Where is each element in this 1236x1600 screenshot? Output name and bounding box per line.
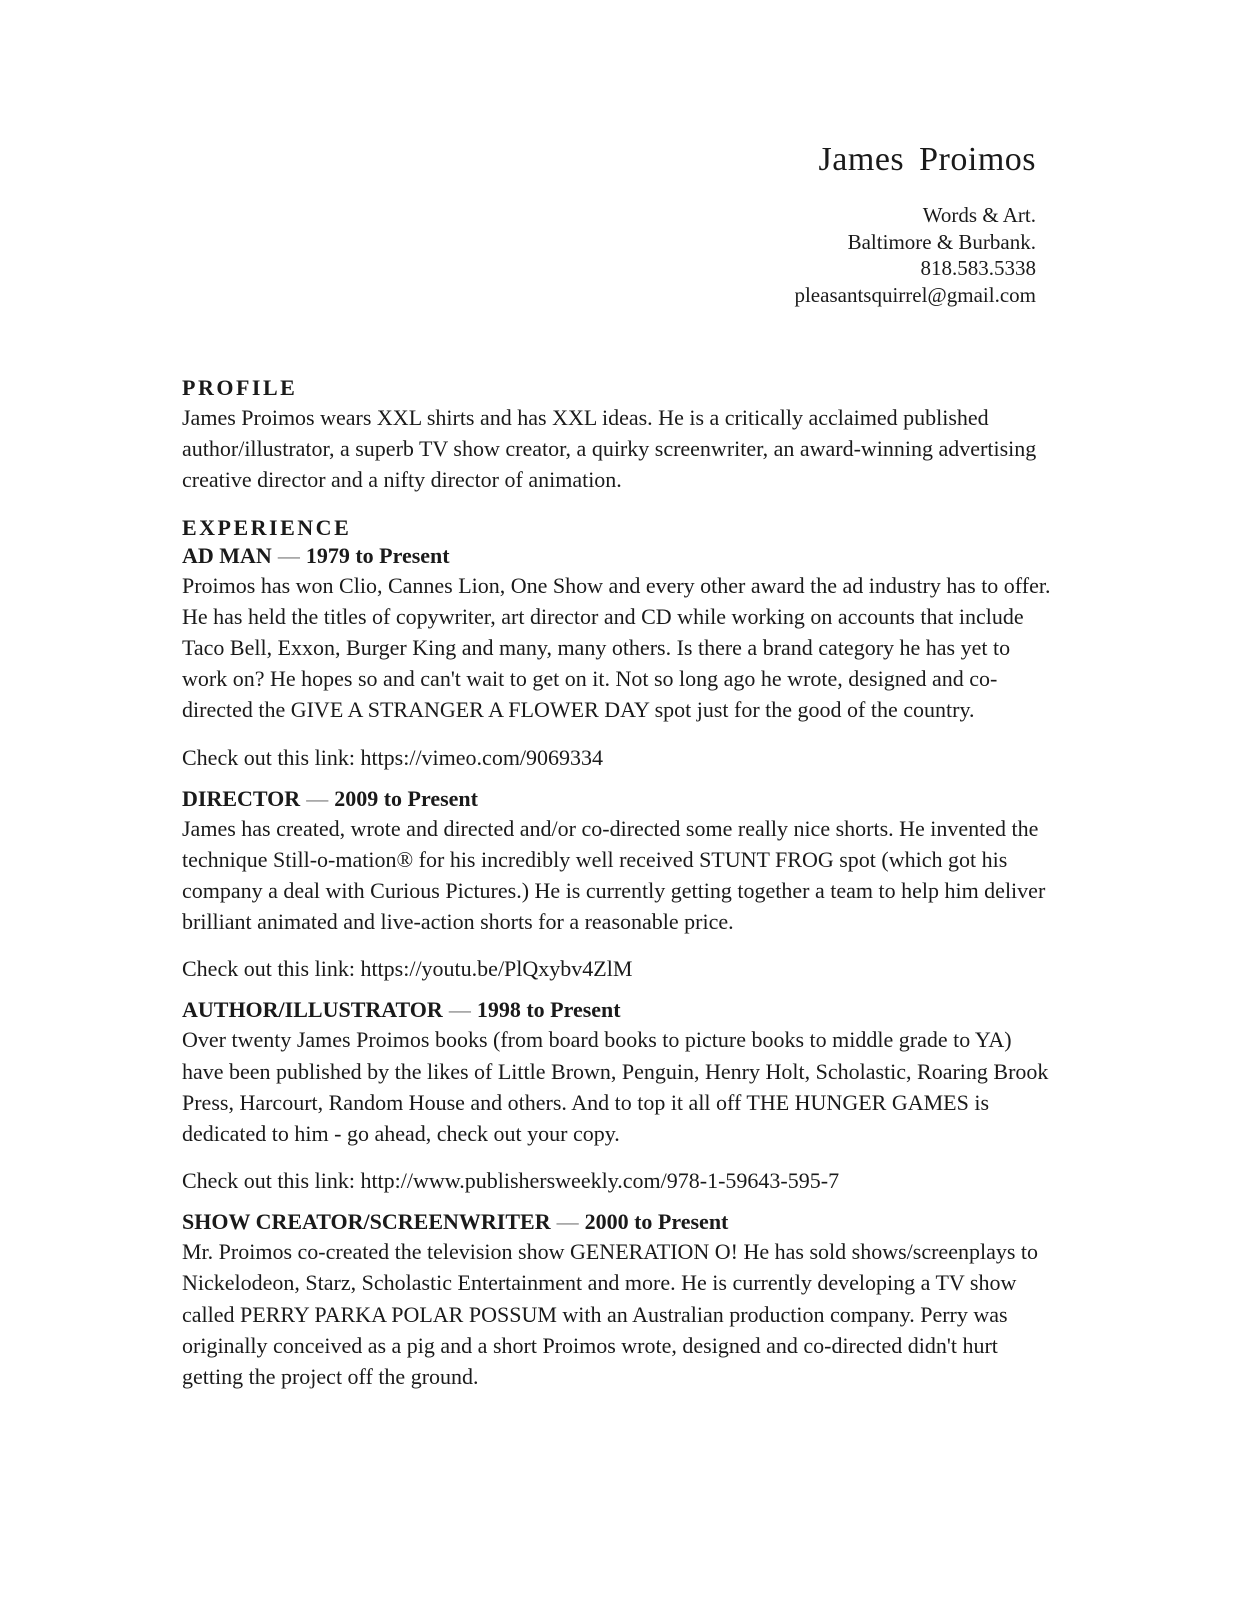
job-link[interactable]: Check out this link: https://vimeo.com/9069334 [182,744,604,770]
resume-body [182,374,1052,1392]
resume-header [794,138,1036,308]
job-role: DIRECTOR [182,785,301,811]
job-title [182,1208,1052,1236]
job-role: AD MAN [182,542,272,568]
profile-section [182,374,1052,496]
section-title-experience: EXPERIENCE [182,514,352,540]
job-entry-ad-man [182,542,1052,773]
job-role: SHOW CREATOR/SCREENWRITER [182,1209,551,1235]
job-dash: — [556,1209,579,1235]
job-period: 1998 to Present [476,997,621,1023]
phone-number: 818.583.5338 [920,256,1036,280]
job-period: 2009 to Present [334,785,478,811]
job-link[interactable]: Check out this link: https://youtu.be/PlQxybv4ZlM [182,956,633,982]
job-description: James has created, wrote and directed and/or co-directed some really nice shorts. He invented the technique Still-o-mation® for his incredibly well received STUNT FROG spot (which got his company a deal with Curious Pictures.) He is currently getting together a team to help him deliver brilliant animated and live-action shorts for a reasonable price. [182,815,1046,935]
job-role: AUTHOR/ILLUSTRATOR [182,997,443,1023]
location: Baltimore & Burbank. [847,229,1036,254]
job-dash: — [306,785,329,811]
job-description: Over twenty James Proimos books (from board books to picture books to middle grade to YA) have been published by the likes of Little Brown, Penguin, Henry Holt, Scholastic, Roaring Brook Press, Harcourt, Random House and others. And to top it all off THE HUNGER GAMES is dedicated to him - go ahead, check out your copy. [182,1027,1049,1147]
job-description: Mr. Proimos co-created the television show GENERATION O! He has sold shows/screenplays to Nickelodeon, Starz, Scholastic Entertainment and more. He is currently developing a TV show called PERRY PARKA POLAR POSSUM with an Australian production company. Perry was originally conceived as a pig and a short Proimos wrote, designed and co-directed didn't hurt getting the project off the ground. [182,1239,1039,1390]
job-entry-director [182,785,1052,985]
profile-text: James Proimos wears XXL shirts and has XXL ideas. He is a critically acclaimed published author/illustrator, a superb TV show creator, a quirky screenwriter, an award-winning advertising creative director and a nifty director of animation. [182,405,1037,493]
job-dash: — [448,997,471,1023]
section-title-profile: PROFILE [182,375,298,400]
job-description: Proimos has won Clio, Cannes Lion, One Show and every other award the ad industry has to offer. He has held the titles of copywriter, art director and CD while working on accounts that include Taco Bell, Exxon, Burger King and many, many others. Is there a brand category he has yet to work on? He hopes so and can't wait to get on it. Not so long ago he wrote, designed and co-directed the GIVE A STRANGER A FLOWER DAY spot just for the good of the country. [182,572,1051,723]
job-period: 2000 to Present [584,1209,729,1235]
tagline: Words & Art. [922,203,1036,227]
person-name: James Proimos [818,141,1036,178]
job-title [182,542,1052,570]
job-dash: — [277,542,300,568]
job-title [182,996,1052,1024]
job-title [182,785,1052,813]
job-entry-show-creator [182,1208,1052,1392]
job-link[interactable]: Check out this link: http://www.publishersweekly.com/978-1-59643-595-7 [182,1168,840,1194]
job-entry-author-illustrator [182,996,1052,1196]
email-address: pleasantsquirrel@gmail.com [794,282,1036,307]
experience-section [182,514,1052,1393]
job-period: 1979 to Present [305,542,450,568]
